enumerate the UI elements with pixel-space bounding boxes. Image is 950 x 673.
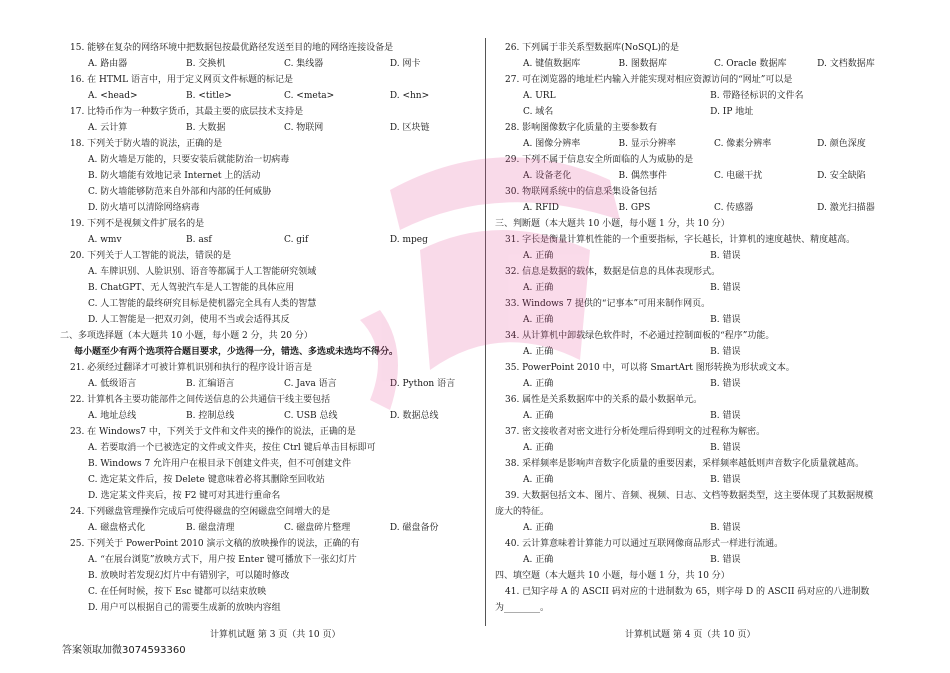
answer-option: D. 文档数据库: [817, 59, 875, 69]
answer-option: A. 正确: [523, 251, 554, 261]
answer-option: C. 磁盘碎片整理: [284, 523, 351, 533]
option-row: [60, 56, 480, 72]
question-stem: 19. 下列不是视频文件扩展名的是: [70, 219, 205, 229]
answer-option: C. Oracle 数据库: [714, 59, 787, 69]
answer-option: D. mpeg: [389, 235, 428, 245]
option-row: [495, 344, 905, 360]
question-stem: 41. 已知字母 A 的 ASCII 码对应的十进制数为 65，则字母 D 的 ASCII 码对应的八进制数: [505, 587, 870, 597]
answer-option: C. gif: [284, 235, 309, 245]
answer-option: B. 错误: [710, 523, 741, 533]
answer-option: A. “在展台浏览”放映方式下，用户按 Enter 键可播放下一张幻灯片: [88, 555, 357, 565]
option-row: [495, 376, 905, 392]
question-stem: 31. 字长是衡量计算机性能的一个重要指标，字长越长，计算机的速度越快、精度越高。: [505, 235, 856, 245]
answer-option: B. 控制总线: [186, 411, 235, 421]
option-row: [495, 280, 905, 296]
section-heading: 三、判断题（本大题共 10 小题，每小题 1 分，共 10 分）: [495, 219, 730, 229]
answer-option: D. 人工智能是一把双刃剑，使用不当或会适得其反: [88, 315, 290, 325]
answer-option: C. 电磁干扰: [714, 171, 763, 181]
question-stem: 18. 下列关于防火墙的说法，正确的是: [70, 139, 223, 149]
left-question-column: [60, 40, 480, 616]
option-row: [60, 376, 480, 392]
answer-option: B. 显示分辨率: [618, 139, 676, 149]
answer-option: A. 正确: [523, 347, 554, 357]
answer-option: C. 在任何时候，按下 Esc 键都可以结束放映: [88, 587, 267, 597]
answer-option: A. <head>: [88, 91, 138, 101]
question-stem: 38. 采样频率是影响声音数字化质量的重要因素，采样频率越低则声音数字化质量就越高。: [505, 459, 865, 469]
page-right: [495, 0, 905, 673]
answer-option: B. 错误: [710, 347, 741, 357]
answer-option: C. 物联网: [284, 123, 324, 133]
answer-option: A. 正确: [523, 283, 554, 293]
answer-option: A. 正确: [523, 411, 554, 421]
answer-option: A. 磁盘格式化: [88, 523, 146, 533]
question-stem: 21. 必须经过翻译才可被计算机识别和执行的程序设计语言是: [70, 363, 313, 373]
answer-option: A. 键值数据库: [523, 59, 581, 69]
option-row: [495, 248, 905, 264]
answer-option: C. 集线器: [284, 59, 324, 69]
question-stem: 26. 下列属于非关系型数据库(NoSQL)的是: [505, 43, 680, 53]
answer-option: B. 错误: [710, 555, 741, 565]
question-stem: 23. 在 Windows7 中，下列关于文件和文件夹的操作的说法，正确的是: [70, 427, 356, 437]
answer-option: D. 激光扫描器: [817, 203, 875, 213]
answer-option: B. asf: [186, 235, 212, 245]
right-question-column: [495, 40, 905, 616]
answer-option: A. 正确: [523, 315, 554, 325]
question-stem: 25. 下列关于 PowerPoint 2010 演示文稿的放映操作的说法，正确的有: [70, 539, 360, 549]
question-stem: 37. 密文接收者对密文进行分析处理后得到明文的过程称为解密。: [505, 427, 766, 437]
answer-option: B. 带路径标识的文件名: [710, 91, 804, 101]
question-stem: 40. 云计算意味着计算能力可以通过互联网像商品形式一样进行流通。: [505, 539, 784, 549]
answer-option: D. IP 地址: [710, 107, 754, 117]
question-stem: 22. 计算机各主要功能部件之间传送信息的公共通信干线主要包括: [70, 395, 331, 405]
section-note: 每小题至少有两个选项符合题目要求，少选得一分，错选、多选或未选均不得分。: [74, 347, 399, 357]
option-row: [495, 440, 905, 456]
answer-option: D. 区块链: [389, 123, 430, 133]
question-stem: 27. 可在浏览器的地址栏内输入并能实现对相应资源访问的“网址”可以是: [505, 75, 793, 85]
option-row: [60, 88, 480, 104]
answer-option: B. 错误: [710, 283, 741, 293]
answer-option: B. 图数据库: [618, 59, 667, 69]
answer-option: D. 防火墙可以清除网络病毒: [88, 203, 200, 213]
answer-option: B. 错误: [710, 443, 741, 453]
answer-option: A. 防火墙是万能的，只要安装后就能防治一切病毒: [88, 155, 290, 165]
question-stem: 32. 信息是数据的载体，数据是信息的具体表现形式。: [505, 267, 721, 277]
answer-option: C. 防火墙能够防范来自外部和内部的任何威胁: [88, 187, 272, 197]
page-footer-left: 计算机试题 第 3 页（共 10 页）: [210, 630, 341, 640]
option-row: [495, 312, 905, 328]
answer-option: B. <title>: [186, 91, 232, 101]
question-stem: 34. 从计算机中卸载绿色软件时，不必通过控制面板的“程序”功能。: [505, 331, 775, 341]
question-stem: 39. 大数据包括文本、图片、音频、视频、日志、文档等数据类型，这主要体现了其数据规模: [505, 491, 874, 501]
answer-option: A. 地址总线: [88, 411, 137, 421]
section-heading: 二、多项选择题（本大题共 10 小题，每小题 2 分，共 20 分）: [60, 331, 313, 341]
option-row: [495, 408, 905, 424]
option-row: [495, 200, 905, 216]
question-stem: 36. 属性是关系数据库中的关系的最小数据单元。: [505, 395, 703, 405]
option-row: [495, 104, 905, 120]
section-heading: 为________。: [495, 603, 550, 613]
answer-option: C. <meta>: [284, 91, 335, 101]
answer-option: C. 人工智能的最终研究目标是使机器完全具有人类的智慧: [88, 299, 317, 309]
option-row: [495, 472, 905, 488]
answer-option: B. 放映时若发现幻灯片中有错别字，可以随时修改: [88, 571, 290, 581]
answer-option: A. 低级语言: [88, 379, 137, 389]
answer-option: B. GPS: [618, 203, 651, 213]
question-stem: 30. 物联网系统中的信息采集设备包括: [505, 187, 658, 197]
answer-option: A. 正确: [523, 475, 554, 485]
question-stem: 33. Windows 7 提供的“记事本”可用来制作网页。: [505, 299, 711, 309]
option-row: [495, 520, 905, 536]
answer-option: B. 偶然事件: [618, 171, 667, 181]
answer-option: C. 传感器: [714, 203, 754, 213]
answer-option: D. 数据总线: [389, 411, 439, 421]
answer-option: C. 像素分辨率: [714, 139, 772, 149]
answer-option: D. 选定某文件夹后，按 F2 键可对其进行重命名: [88, 491, 281, 501]
answer-option: A. 正确: [523, 555, 554, 565]
question-stem: 20. 下列关于人工智能的说法，错误的是: [70, 251, 232, 261]
answer-option: C. 域名: [523, 107, 554, 117]
option-row: [60, 120, 480, 136]
answer-option: A. wmv: [88, 235, 122, 245]
answer-option: B. ChatGPT、无人驾驶汽车是人工智能的具体应用: [88, 283, 295, 293]
question-stem: 24. 下列磁盘管理操作完成后可使得磁盘的空闲磁盘空间增大的是: [70, 507, 331, 517]
option-row: [495, 56, 905, 72]
answer-option: A. 正确: [523, 443, 554, 453]
column-divider: [485, 38, 486, 626]
option-row: [60, 520, 480, 536]
question-stem: 35. PowerPoint 2010 中，可以将 SmartArt 图形转换为形状或文本。: [505, 363, 795, 373]
answer-option: B. 错误: [710, 475, 741, 485]
answer-option: A. 路由器: [88, 59, 128, 69]
page-left: [60, 0, 480, 673]
option-row: [60, 232, 480, 248]
answer-option: B. 错误: [710, 411, 741, 421]
option-row: [495, 88, 905, 104]
answer-option: B. 交换机: [186, 59, 226, 69]
question-stem: 29. 下列不属于信息安全所面临的人为威胁的是: [505, 155, 694, 165]
answer-option: B. 汇编语言: [186, 379, 235, 389]
answer-option: D. <hn>: [389, 91, 430, 101]
question-stem: 17. 比特币作为一种数字货币，其最主要的底层技术支持是: [70, 107, 304, 117]
answer-option: B. 磁盘清理: [186, 523, 235, 533]
answer-option: D. 用户可以根据自己的需要生成新的放映内容组: [88, 603, 281, 613]
answer-option: B. 大数据: [186, 123, 226, 133]
answer-option: A. 云计算: [88, 123, 128, 133]
answer-option: A. 设备老化: [523, 171, 572, 181]
question-stem: 15. 能够在复杂的网络环境中把数据包按最优路径发送至目的地的网络连接设备是: [70, 43, 394, 53]
page-footer-right: 计算机试题 第 4 页（共 10 页）: [625, 630, 756, 640]
answer-option: D. 颜色深度: [817, 139, 866, 149]
option-row: [495, 136, 905, 152]
contact-note: 答案领取加微3074593360: [62, 645, 186, 656]
answer-option: A. 图像分辨率: [523, 139, 581, 149]
answer-option: B. 错误: [710, 251, 741, 261]
option-row: [495, 552, 905, 568]
answer-option: D. Python 语言: [389, 379, 456, 389]
section-heading: 四、填空题（本大题共 10 小题，每小题 1 分，共 10 分）: [495, 571, 730, 581]
answer-option: C. 选定某文件后，按 Delete 键意味着必将其删除至回收站: [88, 475, 325, 485]
option-row: [60, 408, 480, 424]
answer-option: C. Java 语言: [284, 379, 337, 389]
answer-option: A. URL: [523, 91, 556, 101]
answer-option: A. 车牌识别、人脸识别、语音等都属于人工智能研究领域: [88, 267, 317, 277]
answer-option: B. 防火墙能有效地记录 Internet 上的活动: [88, 171, 261, 181]
question-stem: 16. 在 HTML 语言中，用于定义网页文件标题的标记是: [70, 75, 293, 85]
answer-option: B. Windows 7 允许用户在根目录下创建文件夹，但不可创建文件: [88, 459, 352, 469]
answer-option: A. 正确: [523, 523, 554, 533]
answer-option: D. 网卡: [389, 59, 421, 69]
answer-option: A. RFID: [523, 203, 560, 213]
answer-option: D. 磁盘备份: [389, 523, 439, 533]
answer-option: C. USB 总线: [284, 411, 338, 421]
answer-option: A. 正确: [523, 379, 554, 389]
section-heading: 庞大的特征。: [495, 507, 550, 517]
question-stem: 28. 影响图像数字化质量的主要参数有: [505, 123, 658, 133]
answer-option: A. 若要取消一个已被选定的文件或文件夹，按住 Ctrl 键后单击目标即可: [88, 443, 376, 453]
answer-option: B. 错误: [710, 315, 741, 325]
answer-option: D. 安全缺陷: [817, 171, 866, 181]
option-row: [495, 168, 905, 184]
answer-option: B. 错误: [710, 379, 741, 389]
